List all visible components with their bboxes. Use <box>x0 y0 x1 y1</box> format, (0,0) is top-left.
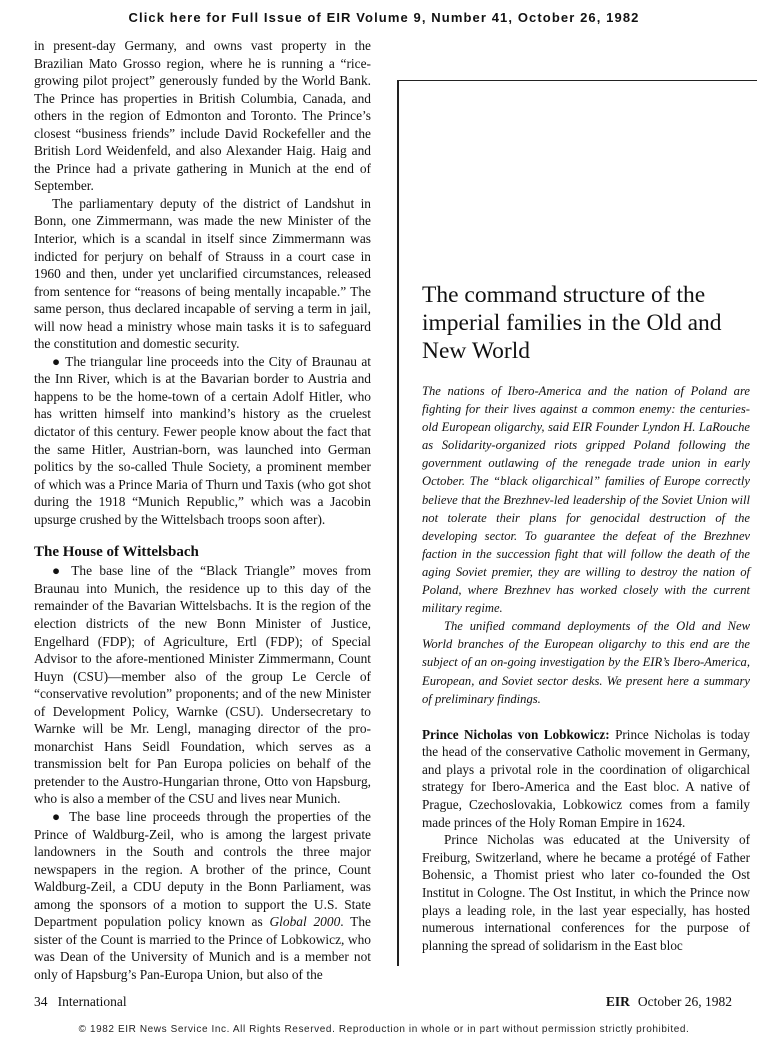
section-name: International <box>57 994 127 1010</box>
copyright-notice: © 1982 EIR News Service Inc. All Rights Reserved. Reproduction in whole or in part without permission strictly prohibited. <box>78 1024 690 1036</box>
paragraph <box>34 808 371 983</box>
paragraph: Prince Nicholas was educated at the University of Freiburg, Switzerland, where he became a protégé of Father Bohensic, a Thomist priest who later co-founded the Ost Institut in Cologne. The Ost Institut, in which the Prince now plays a leading role, in the last year especially, has hosted numerous international conferences for the purpose of planning the spread of solidarism in the East bloc <box>422 832 750 953</box>
paragraph: The parliamentary deputy of the district of Landshut in Bonn, one Zimmermann, was made the new Minister of the Interior, which is a scandal in itself since Zimmermann was indicted for perjury on behalf of Strauss in a court case in 1960 and then, under yet unclarified circumstances, released from sentence for “reasons of being mentally incapable.” The same person, thus declared incapable of serving a term in jail, will now head a ministry whose main tasks it is to safeguard the constitution and domestic security. <box>34 195 371 352</box>
emphasis: Global 2000 <box>269 914 341 930</box>
page-columns <box>0 37 768 983</box>
feature-box <box>397 80 757 966</box>
paragraph <box>422 726 750 832</box>
lead-in: Prince Nicholas von Lobkowicz: <box>422 726 610 742</box>
left-column <box>34 37 371 983</box>
text: . The sister of the Count is married to the Prince of Lobkowicz, who was Dean of the University of Munich and is a member not only of Hapsburg’s Pan-Europa Union, but also of the <box>34 914 371 982</box>
paragraph: The nations of Ibero-America and the nation of Poland are fighting for their lives against a common enemy: the centuries-old European oligarchy, said EIR Founder Lyndon H. LaRouche as Solidarity-organized riots gripped Poland following the government outlawing of the renegade trade union in early October. The “black oligarchical” families of Europe correctly believe that the Brezhnev-led leadership of the Soviet Union will not tolerate their plans for genocidal destruction of the developing sector. To guarantee the defeat of the Brezhnev faction in the succession fight that will follow the death of the aging Soviet premier, they are willing to destroy the nation of Poland, where Brezhnev has worked closely with the current military regime. <box>422 384 750 616</box>
footer-publication <box>606 993 732 1011</box>
article-title: The command structure of the imperial families in the Old and New World <box>422 282 722 364</box>
article-body <box>422 726 750 955</box>
page-number: 34 <box>34 994 48 1010</box>
paragraph: The unified command deployments of the Old and New World branches of the European oligarchy to this end are the subject of an on-going investigation by the EIR’s Ibero-America, European, and Soviet sector desks. We present here a summary of preliminary findings. <box>422 619 750 706</box>
page-footer <box>34 993 732 1011</box>
text: Prince Nicholas is today the head of the conservative Catholic movement in Germany, and plays a privotal role in the coordination of oligarchical strategy for Ibero-America and the East bloc. A native of Prague, Czechoslovakia, Lobkowicz comes from a family made princes of the Holy Roman Empire in 1624. <box>422 726 750 830</box>
paragraph: in present-day Germany, and owns vast property in the Brazilian Mato Grosso region, where he is running a “rice-growing pilot project” generously funded by the World Bank. The Prince has properties in British Columbia, Canada, and others in the region of Edmonton and Toronto. The Prince’s closest “business friends” include David Rockefeller and the British Lord Weidenfeld, and also Alexander Haig. Haig and the Prince had a private gathering in Munich at the end of September. <box>34 38 371 194</box>
paragraph: ● The base line of the “Black Triangle” moves from Braunau into Munich, the residence up to this day of the remainder of the Bavarian Wittelsbachs. It is the region of the election districts of the new Bonn Minister of Justice, Engelhard (FDP); of Agriculture, Ertl (FDP); of Special Advisor to the afore-mentioned Minister Zimmermann, Count Huyn (CSU)—member also of the group Le Cercle of “conservative revolution” proponents; and of the new Minister of Development Policy, Warnke (CSU). Undersecretary to Warnke will be Mr. Lengl, managing director of the pro-monarchist Hans Seidl Foundation, which serves as a transmission belt for Pan Europa policies on behalf of the pretender to the Austro-Hungarian throne, Otto von Hapsburg, who is also a member of the CSU and lives near Munich. <box>34 563 371 807</box>
issue-date: October 26, 1982 <box>637 994 732 1010</box>
section-heading: The House of Wittelsbach <box>34 544 199 561</box>
article-intro <box>422 382 750 708</box>
full-issue-link[interactable]: Click here for Full Issue of EIR Volume 9, Number 41, October 26, 1982 <box>128 10 640 25</box>
footer-page-section <box>34 993 127 1011</box>
publication-name: EIR <box>605 994 630 1010</box>
text: ● The base line proceeds through the properties of the Prince of Waldburg-Zeil, who is among the largest private landowners in the South and controls the three major newspapers in the region. A brother of the prince, Count Waldburg-Zeil, a CDU deputy in the Bonn Parliament, was among the sponsors of a motion to support the U.S. State Department population policy known as <box>34 808 371 930</box>
paragraph: ● The triangular line proceeds into the City of Braunau at the Inn River, which is at the Bavarian border to Austria and happens to be the home-town of a certain Adolf Hitler, who has written himself into mankind’s history as the cruelest dictator of this century. Fewer people know about the fact that the same Hitler, Austrian-born, was launched into German politics by the so-called Thule Society, a prominent member of which was a Prince Maria of Thurn und Taxis (who got shot during the 1918 “Munich Republic,” which was a Jacobin upsurge crushed by the Wittelsbach troops soon after). <box>34 353 371 527</box>
